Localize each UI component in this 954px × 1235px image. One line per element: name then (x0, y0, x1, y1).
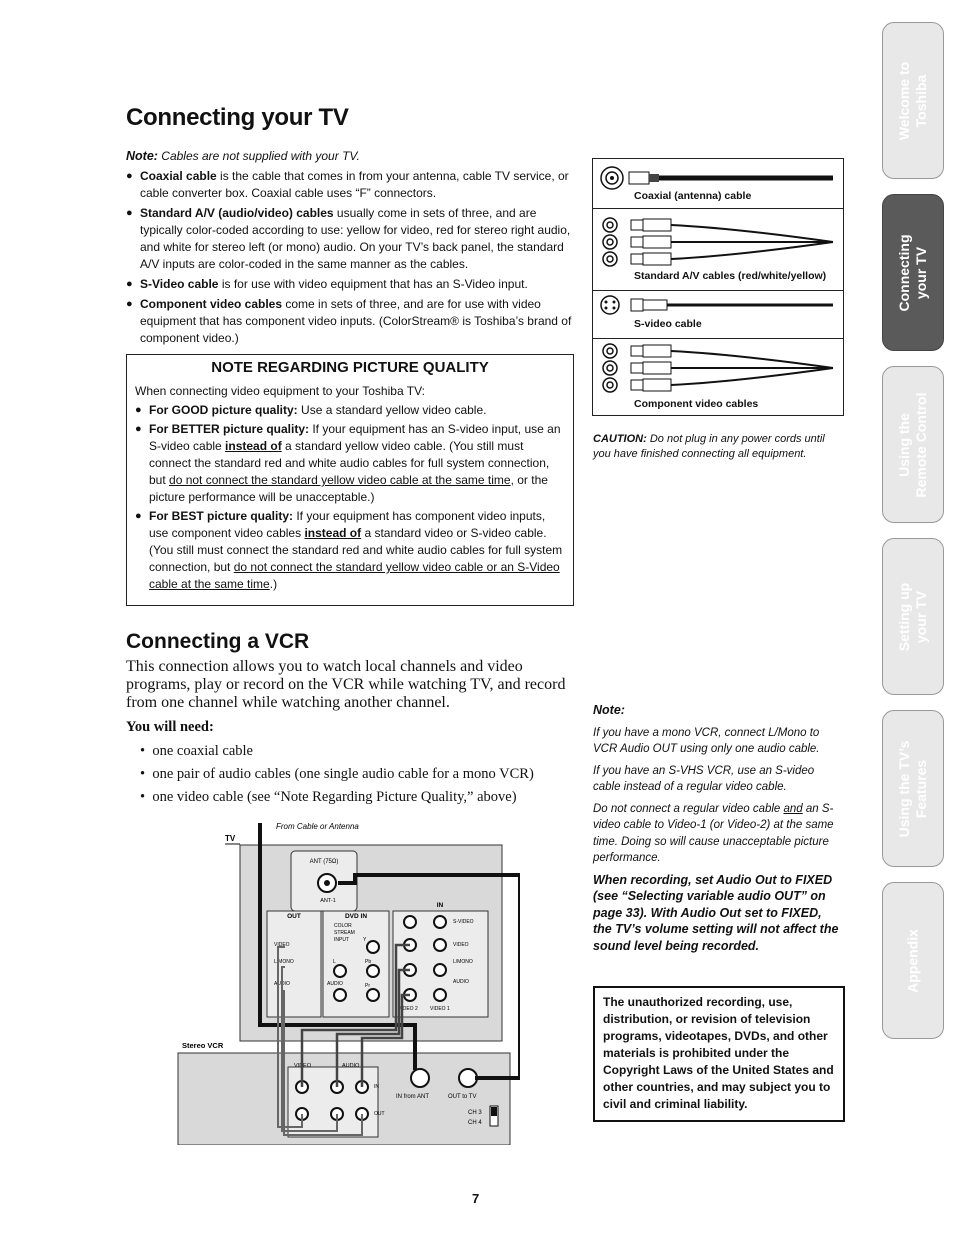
tab-features[interactable]: Using the TV’s Features (882, 710, 944, 867)
you-will-need-label: You will need: (126, 719, 214, 735)
page-title: Connecting your TV (126, 104, 349, 131)
svg-text:AUDIO: AUDIO (342, 1063, 360, 1069)
svg-text:VIDEO 2: VIDEO 2 (398, 1006, 418, 1012)
note-paragraph: If you have a mono VCR, connect L/Mono to VCR Audio OUT using only one audio cable. (593, 726, 820, 755)
stereo-vcr-label: Stereo VCR (182, 1041, 224, 1050)
cable-illustration-box (592, 158, 844, 416)
svg-text:ANT-1: ANT-1 (320, 898, 336, 904)
cable-label: Coaxial (antenna) cable (634, 190, 752, 202)
svg-text:OUT: OUT (374, 1111, 385, 1117)
tab-welcome[interactable]: Welcome to Toshiba (882, 22, 944, 179)
svg-text:IN: IN (436, 902, 444, 909)
svg-text:IN from ANT: IN from ANT (396, 1094, 430, 1100)
vcr-connection-diagram (170, 815, 520, 1145)
note-label: Note: (593, 703, 625, 717)
list-item: ● Coaxial cable is the cable that comes in from your antenna, cable TV service, or cable converter box. Coaxial cable uses “F” connectors. (126, 168, 576, 202)
svg-text:OUT: OUT (287, 913, 301, 920)
svg-text:OUT to TV: OUT to TV (448, 1094, 477, 1100)
vcr-note (593, 702, 843, 959)
list-item: ● For BEST picture quality: If your equipment has component video inputs, use component video cables instead of a standard video or S-video cable. (You still must connect the standard red and white audio cables for full system connection, but do not connect the standard yellow video cable or an S-Video cable at the same time.) (135, 508, 565, 593)
svg-text:VIDEO: VIDEO (453, 942, 469, 948)
svg-text:STREAM: STREAM (334, 930, 355, 936)
note-paragraph: If you have an S-VHS VCR, use an S-video cable instead of a regular video cable. (593, 764, 815, 793)
picture-quality-box (126, 354, 574, 606)
cable-label: Standard A/V cables (red/white/yellow) (634, 270, 827, 282)
copyright-warning: The unauthorized recording, use, distribution, or revision of television programs, videotapes, DVDs, and other materials is prohibited under the Copyright Laws of the United States and other countries, and may subject you to civil and criminal liability. (593, 986, 845, 1122)
list-item: ● For BETTER picture quality: If your equipment has an S-video input, use an S-video cable instead of a standard yellow video cable. (You still must connect the standard red and white audio cables for full system connection, but do not connect the standard yellow video cable at the same time, or the picture performance will be unacceptable.) (135, 421, 565, 506)
tab-setting-up[interactable]: Setting up your TV (882, 538, 944, 695)
note-label: Note: (126, 149, 158, 163)
vcr-intro: This connection allows you to watch local channels and video programs, play or record on the VCR while watching TV, and record from one channel while watching another channel. (126, 658, 566, 711)
svg-text:CH 4: CH 4 (468, 1120, 482, 1126)
picture-quality-heading: NOTE REGARDING PICTURE QUALITY (211, 359, 489, 376)
caution-note: CAUTION: Do not plug in any power cords until you have finished connecting all equipment. (593, 433, 825, 460)
svg-text:AUDIO: AUDIO (453, 979, 469, 985)
note-paragraph: Do not connect a regular video cable and an S-video cable to Video-1 (or Video-2) at the same time. Doing so will cause unacceptable picture performance. (593, 802, 834, 864)
list-item: ● S-Video cable is for use with video equipment that has an S-Video input. (126, 276, 576, 293)
cable-label: S-video cable (634, 318, 702, 330)
note-paragraph: When recording, set Audio Out to FIXED (see “Selecting variable audio OUT” on page 33). With Audio Out set to FIXED, the TV’s volume setting will not affect the sound level being recorded. (593, 872, 839, 953)
tv-label: TV (225, 834, 236, 843)
list-item: • one video cable (see “Note Regarding Picture Quality,” above) (140, 789, 517, 805)
svg-text:S-VIDEO: S-VIDEO (453, 919, 474, 925)
svg-text:Pb: Pb (365, 959, 372, 965)
svg-text:DVD IN: DVD IN (344, 913, 368, 920)
from-cable-label: From Cable or Antenna (276, 822, 359, 831)
svideo-cable-row (593, 290, 843, 339)
list-item: • one coaxial cable (140, 743, 253, 759)
svg-text:INPUT: INPUT (334, 937, 349, 943)
av-cable-row (593, 208, 843, 291)
svideo-cable-icon (593, 290, 843, 338)
svg-text:VIDEO 1: VIDEO 1 (430, 1006, 450, 1012)
cable-label: Component video cables (634, 398, 759, 410)
svg-text:L/MONO: L/MONO (274, 959, 294, 965)
component-cable-row (593, 338, 843, 415)
svg-text:COLOR: COLOR (334, 923, 352, 929)
svg-text:Pr: Pr (365, 983, 370, 989)
caution-label: CAUTION: (593, 433, 647, 445)
list-item: ● Component video cables come in sets of three, and are for use with video equipment that has component video inputs. (ColorStream® is Toshiba’s brand of component video.) (126, 296, 576, 347)
svg-text:L: L (333, 959, 336, 965)
svg-text:VIDEO: VIDEO (274, 942, 290, 948)
needs-list (140, 740, 534, 809)
list-item: • one pair of audio cables (one single audio cable for a mono VCR) (140, 766, 534, 782)
cable-types-list (126, 168, 576, 350)
svg-text:VIDEO: VIDEO (294, 1063, 312, 1069)
tab-connecting[interactable]: Connecting your TV (882, 194, 944, 351)
list-item: ● Standard A/V (audio/video) cables usually come in sets of three, and are typically color-coded according to use: yellow for video, red for stereo right audio, and white for stereo left (or mono) audio. On your TV’s back panel, the standard A/V inputs are color-coded in the same manner as the cables. (126, 205, 576, 273)
svg-text:L/MONO: L/MONO (453, 959, 473, 965)
list-item: ● For GOOD picture quality: Use a standard yellow video cable. (135, 402, 565, 419)
vcr-heading: Connecting a VCR (126, 630, 310, 653)
svg-text:AUDIO: AUDIO (327, 981, 343, 987)
picture-quality-intro: When connecting video equipment to your Toshiba TV: (135, 384, 425, 398)
note-text: Cables are not supplied with your TV. (161, 149, 360, 163)
tab-appendix[interactable]: Appendix (882, 882, 944, 1039)
tab-remote-control[interactable]: Using the Remote Control (882, 366, 944, 523)
svg-text:AUDIO: AUDIO (274, 981, 290, 987)
svg-text:ANT (75Ω): ANT (75Ω) (309, 859, 339, 865)
svg-text:IN: IN (374, 1084, 379, 1090)
coaxial-cable-row (593, 159, 843, 209)
svg-text:CH 3: CH 3 (468, 1110, 482, 1116)
svg-text:Y: Y (363, 937, 367, 943)
page-number: 7 (472, 1191, 480, 1206)
cables-note (126, 149, 360, 163)
